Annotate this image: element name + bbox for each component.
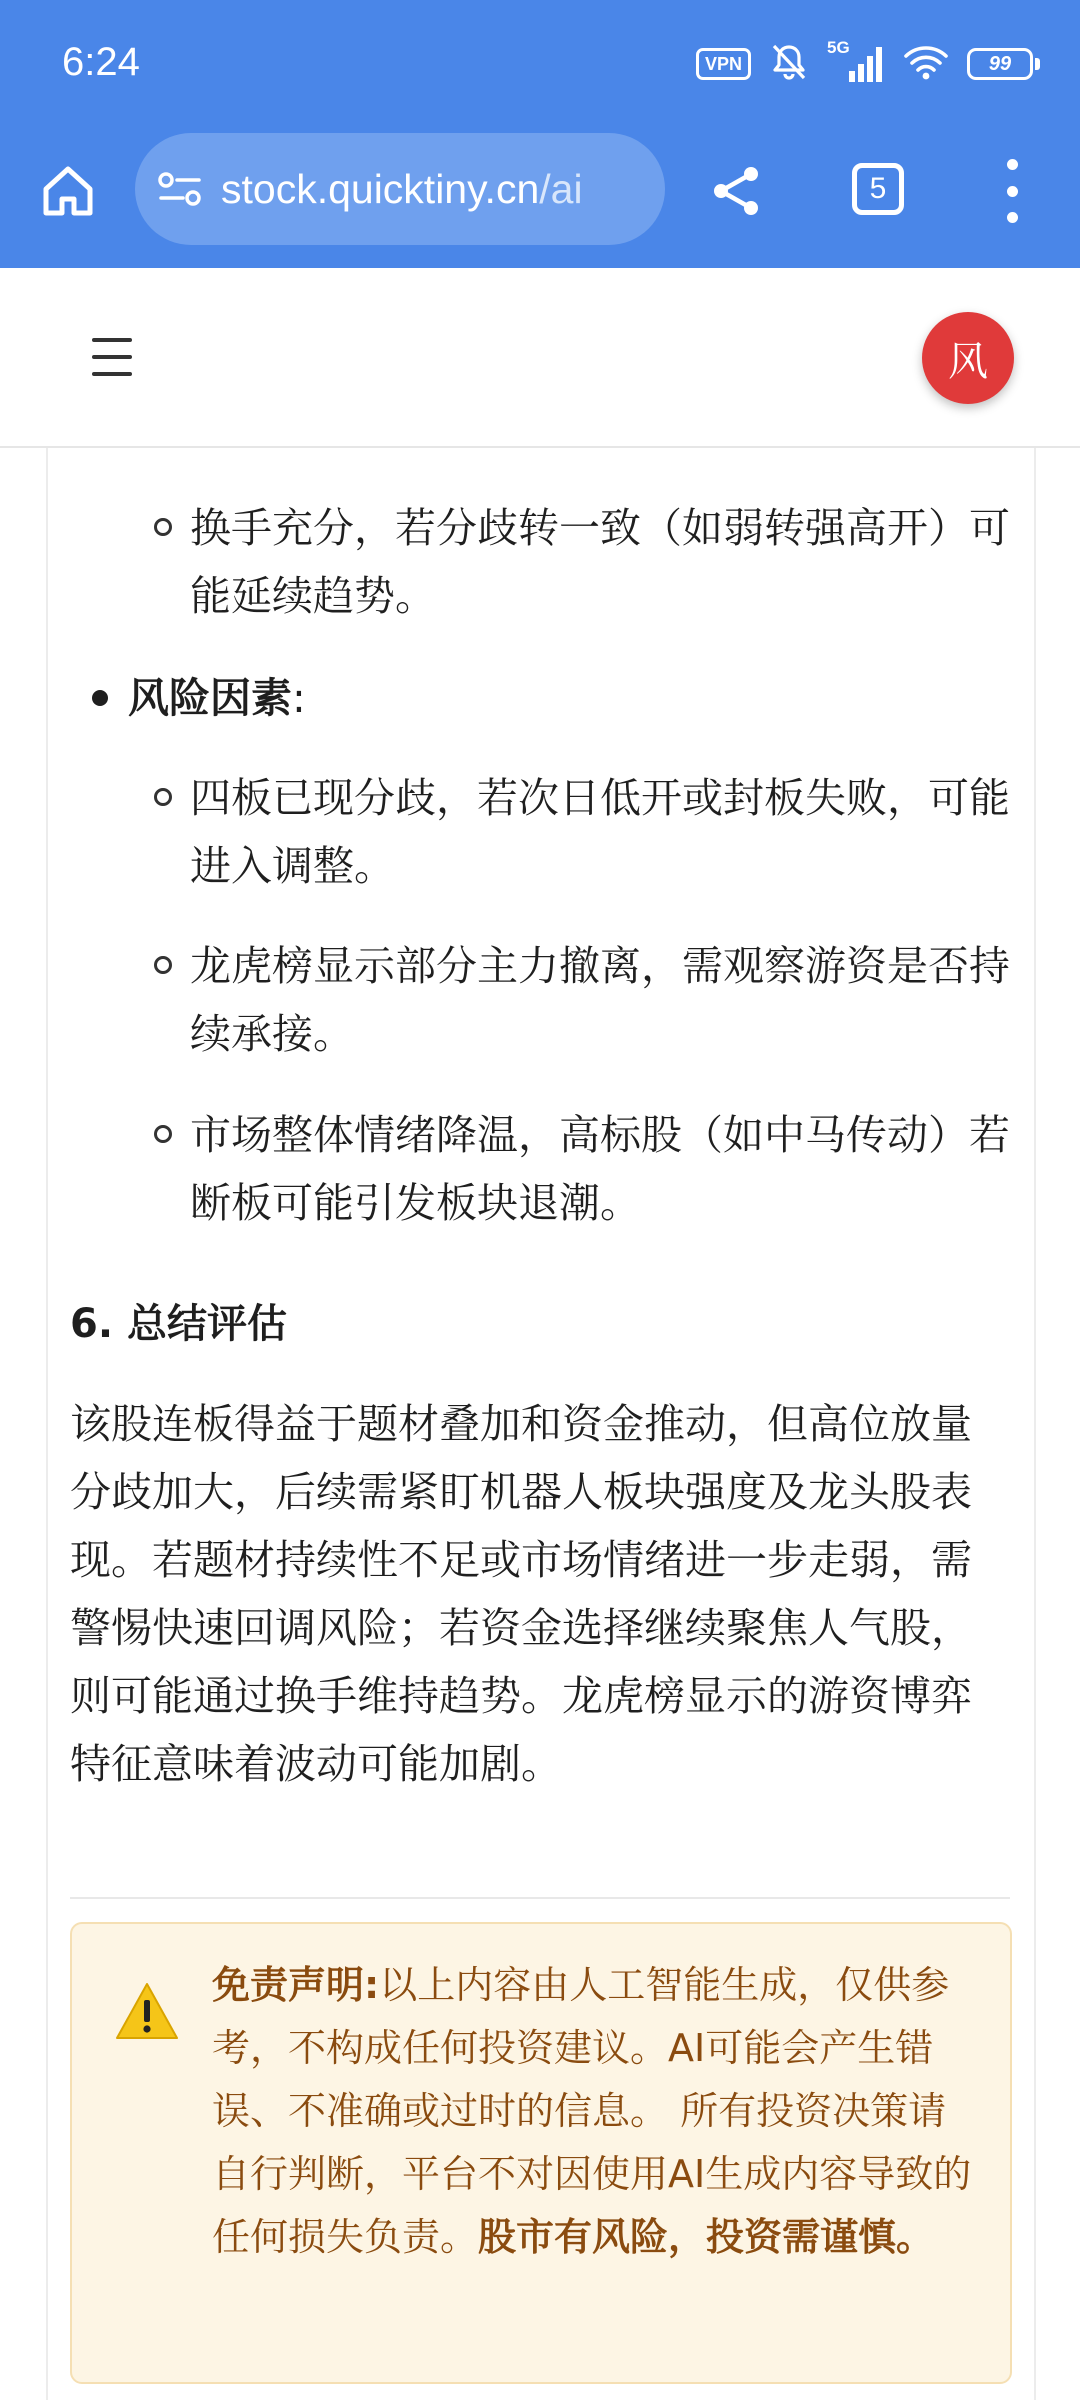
more-menu-button[interactable]	[990, 153, 1034, 229]
kebab-dot-icon	[1007, 159, 1018, 170]
disclaimer-emphasis: 股市有风险，投资需谨慎。	[478, 2215, 935, 2259]
divider	[70, 1897, 1010, 1899]
share-icon	[707, 162, 765, 220]
status-time: 6:24	[62, 40, 140, 84]
kebab-dot-icon	[1007, 212, 1018, 223]
mute-bell-icon	[769, 42, 809, 86]
risk-factors-colon: :	[292, 674, 306, 722]
list-item: 市场整体情绪降温，高标股（如中马传动）若断板可能引发板块退潮。	[190, 1111, 1010, 1227]
sub-bullet-icon	[154, 956, 172, 974]
battery-icon	[967, 48, 1040, 80]
browser-toolbar	[0, 128, 1080, 268]
disclaimer-text	[212, 1954, 972, 2269]
home-icon	[38, 161, 98, 221]
section-heading	[70, 1290, 287, 1358]
site-header	[0, 268, 1080, 448]
status-bar	[0, 0, 1080, 128]
bullet-icon	[92, 690, 108, 706]
wifi-icon	[903, 43, 949, 85]
sub-bullet-icon	[154, 788, 172, 806]
url-domain: stock.quicktiny.cn	[221, 165, 540, 212]
signal-icon	[827, 38, 885, 84]
list-item: 四板已现分歧，若次日低开或封板失败，可能进入调整。	[190, 774, 1010, 890]
share-button[interactable]	[700, 155, 772, 227]
disclaimer-box	[70, 1922, 1012, 2384]
section-title: 总结评估	[126, 1301, 287, 1347]
avatar[interactable]: 风	[922, 312, 1014, 404]
list-item: 龙虎榜显示部分主力撤离，需观察游资是否持续承接。	[190, 942, 1010, 1058]
url-text[interactable]	[221, 166, 583, 213]
status-icons	[696, 38, 1040, 86]
disclaimer-label: 免责声明:	[212, 1963, 380, 2007]
section-number: 6.	[70, 1301, 114, 1347]
sub-bullet-icon	[154, 518, 172, 536]
hamburger-menu-icon[interactable]	[92, 338, 132, 376]
summary-paragraph: 该股连板得益于题材叠加和资金推动，但高位放量分歧加大，后续需紧盯机器人板块强度及龙头股表现。若题材持续性不足或市场情绪进一步走弱，需警惕快速回调风险；若资金选择继续聚焦人气股，则可能通过换手维持趋势。龙虎榜显示的游资博弈特征意味着波动可能加剧。	[70, 1400, 972, 1788]
sub-bullet-icon	[154, 1125, 172, 1143]
url-path: /ai	[539, 165, 583, 212]
risk-factors-label: 风险因素	[128, 674, 292, 722]
list-item: 换手充分，若分歧转一致（如弱转强高开）可能延续趋势。	[190, 504, 1010, 620]
warning-icon	[114, 1980, 180, 2042]
home-button[interactable]	[32, 155, 104, 227]
tab-switcher-button[interactable]: 5	[852, 163, 904, 215]
list-heading	[128, 664, 306, 732]
kebab-dot-icon	[1007, 186, 1018, 197]
network-type-label: 5G	[827, 38, 850, 57]
site-settings-icon[interactable]	[157, 169, 203, 209]
vpn-icon: VPN	[696, 48, 751, 80]
address-bar[interactable]	[135, 133, 665, 245]
battery-level: 99	[967, 48, 1033, 80]
disclaimer-body: 以上内容由人工智能生成，仅供参考，不构成任何投资建议。AI可能会产生错误、不准确或过时的信息。 所有投资决策请自行判断，平台不对因使用AI生成内容导致的任何损失负责。	[212, 1963, 972, 2259]
